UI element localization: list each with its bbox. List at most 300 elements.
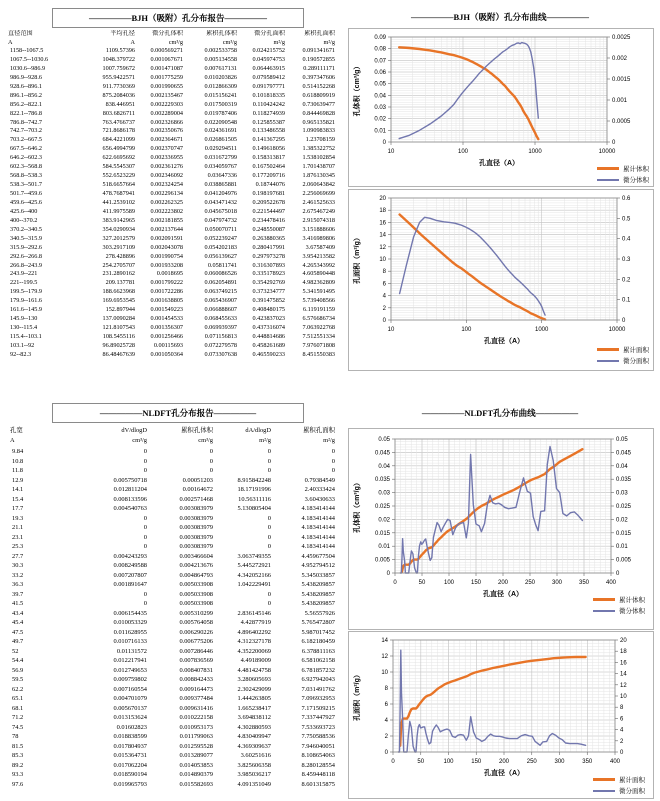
table-cell: 0 [267,524,271,531]
table-row [4,119,338,128]
svg-text:0.6: 0.6 [622,196,631,202]
table-cell: 27.7 [12,552,24,560]
table-cell: 0.017804937 [113,742,147,750]
table-cell: 0.234478416 [252,216,285,224]
table-cell: 17.7 [12,505,24,512]
table-cell: 0.198197681 [252,190,285,197]
table-cell: 0.458261689 [252,341,285,349]
table-cell: 896.1--856.2 [10,91,42,99]
table-cell: 0 [267,467,271,474]
svg-text:50: 50 [418,580,426,586]
table-cell: 0.031672799 [204,154,237,162]
svg-text:200: 200 [498,759,510,765]
table-row [6,751,338,761]
table-cell: 3.67587409 [305,243,335,251]
table-row [6,761,338,771]
table-cell: 8.915842248 [237,476,271,484]
svg-text:0.07: 0.07 [374,58,386,65]
table-cell: 161.6--145.9 [10,306,42,314]
column-unit: m²/g [273,38,285,46]
table-cell: 0.009759802 [113,676,147,683]
table-row [4,244,338,253]
table-row [4,342,338,351]
table-row [4,351,338,360]
table-cell: 0.354292769 [252,279,285,287]
table-cell: 0.002571468 [179,495,213,503]
table-cell: 10.56311116 [238,495,271,503]
table-cell: 10.8 [12,457,24,465]
table-cell: 0.00164672 [182,486,213,493]
table-cell: 0.001067671 [150,55,183,63]
table-row [4,83,338,92]
table-row [4,315,338,324]
table-cell: 0 [143,524,147,531]
table-row [6,495,338,505]
table-cell: 0.063749215 [204,288,237,296]
table-cell: 0 [331,448,335,455]
table-cell: 0.0018695 [156,270,183,278]
table-cell: 0.133486558 [252,127,285,135]
table-cell: 4.42877919 [240,619,271,626]
table-row [4,208,338,217]
table-cell: 4.183414144 [301,533,335,541]
table-cell: 441.2539102 [102,198,135,206]
svg-text:0: 0 [612,140,616,146]
svg-text:0.025: 0.025 [616,504,632,510]
table-cell: 584.5545307 [102,163,135,171]
table-cell: 0.091341671 [302,47,335,54]
table-cell: 0.052239247 [204,234,237,242]
table-cell: 0.002361276 [150,163,183,171]
table-cell: 856.2--822.1 [10,100,42,108]
table-cell: 8.459448118 [301,771,335,778]
svg-text:0.01: 0.01 [378,544,390,551]
table-cell: 0.054202183 [204,243,237,251]
svg-text:4: 4 [384,718,388,724]
table-cell: 0.018838599 [113,733,147,740]
table-cell: 4.183414144 [301,505,335,512]
table-row [4,333,338,342]
table-row [4,297,338,306]
table-cell: 568.8--538.3 [10,172,42,180]
table-cell: 0.002137644 [150,225,183,233]
table-cell: 145.9--130 [10,315,38,323]
table-cell: 0.125855387 [252,118,285,126]
table-cell: 0.005310299 [179,609,213,617]
table-cell: 4.183414144 [301,543,335,550]
table-row [6,476,338,486]
table-cell: 0.069939397 [204,324,237,332]
nldft-volume-chart [348,428,654,630]
svg-text:0.06: 0.06 [374,70,386,76]
table-cell: 684.4221099 [102,136,135,144]
table-cell: 0.043471432 [204,198,237,206]
table-cell: 52 [12,647,19,655]
table-row [4,324,338,333]
column-label: 孔宽 [10,427,23,434]
table-header-row [6,426,338,436]
svg-text:2: 2 [620,738,624,745]
svg-text:10: 10 [381,670,388,676]
table-cell: 45.4 [12,619,24,626]
table-cell: 0 [143,448,147,455]
table-cell: 838.446951 [105,100,135,108]
svg-text:0.005: 0.005 [374,557,390,564]
table-cell: 0.047974732 [204,216,237,224]
legend-line-swatch [593,610,615,612]
table-cell: 1.701438707 [302,163,335,171]
svg-text:12: 12 [379,244,386,251]
table-cell: 0.209522678 [252,198,285,206]
table-cell: 1067.5--1030.6 [10,55,49,63]
legend-label: 微分体积 [623,177,649,184]
svg-text:12: 12 [620,682,627,689]
svg-text:20: 20 [379,196,386,202]
table-cell: 0.448814686 [252,333,285,340]
table-cell: 5.438209857 [301,590,335,598]
table-cell: 0.072279578 [204,341,237,349]
table-cell: 0.002091591 [150,234,183,242]
nldft-curves-title: —————NLDFT孔分布曲线————— [421,408,579,418]
table-row [4,47,338,56]
table-cell: 0.003083979 [179,533,213,541]
svg-text:14: 14 [379,232,386,239]
table-cell: 0.056139627 [204,252,237,260]
table-cell: 266.8--243.9 [10,261,42,269]
table-cell: 327.2012579 [102,234,135,242]
table-row [6,590,338,600]
legend-line-swatch [593,778,615,781]
table-cell: 0.391475852 [252,297,285,305]
svg-text:0: 0 [384,750,388,756]
table-cell: 4.605890448 [302,270,335,278]
table-cell: 0.001454533 [150,315,183,323]
table-cell: 4.091351049 [237,780,271,788]
legend-entry [597,345,649,354]
table-cell: 7.096932953 [301,695,335,702]
table-cell: 0 [143,590,147,598]
table-cell: 0.004243293 [113,552,147,560]
table-cell: 0.073307638 [204,350,237,358]
table-cell: 0.079589412 [252,73,285,81]
table-cell: 0.006290226 [179,628,213,636]
svg-text:350: 350 [582,759,593,765]
table-cell: 0.045675018 [204,207,237,215]
table-cell: 2.40333424 [304,486,335,493]
legend-label: 累计体积 [623,166,649,173]
table-cell: 96.89025728 [102,341,135,349]
table-cell: 5.987017452 [301,628,335,636]
table-cell: 3.60430633 [304,495,335,503]
table-cell: 0.101818335 [252,91,285,99]
table-cell: 2.302429099 [237,685,271,693]
column-label: 累积孔体积 [181,427,213,434]
svg-text:0: 0 [382,318,386,324]
nldft-report-title-box [52,403,304,423]
table-cell: 3.954213582 [302,252,335,260]
column-unit: A [10,436,15,444]
table-cell: 3.985036217 [237,771,271,778]
table-cell: 0.071156813 [204,333,237,340]
table-cell: 33.2 [12,571,24,579]
table-cell: 0.002336955 [150,154,183,162]
table-cell: 501.7--459.6 [10,190,42,197]
table-cell: 0.009631416 [179,704,213,712]
table-cell: 0.065436907 [204,297,237,305]
table-cell: 1.665238417 [237,704,271,712]
table-cell: 383.9142965 [102,216,135,224]
table-row [6,466,338,476]
svg-text:150: 150 [470,580,482,586]
table-cell: 0.019965793 [113,780,147,788]
table-cell: 0.002533758 [204,47,237,54]
table-cell: 538.3--501.7 [10,181,42,189]
table-cell: 130--115.4 [10,324,38,332]
table-cell: 6.781857232 [301,666,335,674]
svg-text:0.08: 0.08 [374,46,386,53]
table-cell: 15.4 [12,495,24,503]
table-row [6,523,338,533]
table-cell: 0.005670137 [113,704,147,712]
table-cell: 9.84 [12,448,24,455]
table-cell: 3.694838112 [237,714,271,721]
svg-text:350: 350 [578,580,590,586]
table-cell: 1.23708159 [305,136,335,144]
table-row [6,647,338,657]
table-cell: 93.3 [12,771,24,778]
table-row [6,504,338,514]
svg-text:0.02: 0.02 [616,517,628,524]
table-cell: 0.008842433 [179,676,213,683]
x-axis-title: 孔直径（A） [483,338,525,345]
table-cell: 39.7 [12,590,24,598]
table-cell: 6.182180459 [301,638,335,645]
svg-text:0.035: 0.035 [616,477,632,484]
table-cell: 74.5 [12,723,24,731]
table-cell: 0.009164473 [179,685,213,693]
svg-text:0.0005: 0.0005 [612,119,631,125]
svg-text:20: 20 [620,638,627,644]
table-cell: 47.5 [12,628,24,636]
table-cell: 1030.6--986.9 [10,64,46,72]
y-axis-title: 孔面积（m²/g） [354,234,361,284]
svg-text:0: 0 [391,759,395,765]
svg-text:0.1: 0.1 [622,297,631,304]
svg-text:300: 300 [551,580,563,586]
table-cell: 0 [209,467,213,474]
svg-text:50: 50 [417,759,425,765]
svg-text:0.04: 0.04 [616,463,628,470]
table-cell: 315.9--292.6 [10,243,42,251]
table-cell: 742.7--703.2 [10,127,42,135]
table-row [6,742,338,752]
table-cell: 92--82.3 [10,350,32,358]
column-unit: cm³/g [132,436,147,444]
table-row [4,288,338,297]
table-cell: 0.01602823 [116,723,147,731]
svg-text:8: 8 [382,269,386,276]
column-label: 直径范围 [8,30,33,37]
table-row [6,485,338,495]
table-cell: 0 [331,457,335,465]
table-cell: 8.451550383 [302,350,335,358]
table-cell: 81.5 [12,742,24,750]
table-cell: 0.008133596 [113,495,147,503]
table-header-row [4,30,338,39]
table-cell: 0.965135821 [302,118,335,126]
table-cell: 6.378811163 [301,647,335,655]
svg-text:400: 400 [605,580,617,586]
table-cell: 3.416989806 [302,234,335,242]
table-row [6,704,338,714]
y-axis-title: 孔体积（cm³/g） [354,479,361,533]
table-cell: 0 [143,457,147,465]
svg-text:10: 10 [387,149,395,155]
table-cell: 0.280417991 [252,243,285,251]
table-cell: 7.512551334 [302,333,335,340]
x-axis-title: 孔直径（A） [478,160,520,167]
bjh-table [4,47,338,360]
column-label: 微分孔体积 [152,30,183,37]
table-cell: 0.002181855 [150,216,183,224]
svg-text:0.015: 0.015 [616,530,632,537]
x-axis-title: 孔直径（A） [482,591,524,598]
svg-text:100: 100 [443,759,454,765]
table-cell: 254.2705707 [102,261,135,269]
table-cell: 0.010953173 [179,723,213,731]
table-row [6,457,338,467]
table-row [4,56,338,65]
table-cell: 0.844469828 [302,109,335,117]
table-cell: 3.825606358 [237,761,271,769]
table-row [4,190,338,199]
table-cell: 7.063922768 [302,324,335,332]
table-row [4,65,338,74]
table-cell: 0.008407831 [179,666,213,674]
table-row [6,732,338,742]
table-cell: 0.001990655 [150,82,183,90]
table-cell: 7.976071808 [302,341,335,349]
svg-text:6: 6 [620,716,624,723]
nldft-area-chart [348,631,654,799]
chart-legend [593,775,645,795]
legend-label: 累计体积 [619,597,645,604]
table-cell: 0.002229303 [150,100,183,108]
svg-text:0.01: 0.01 [616,544,628,551]
column-label: dV/dlogD [121,427,147,434]
svg-text:250: 250 [526,759,537,765]
table-cell: 0.002135467 [150,91,183,99]
table-cell: 0.019787406 [204,109,237,117]
svg-text:8: 8 [620,705,624,712]
column-unit: cm³/g [198,436,213,444]
table-cell: 602.3--568.8 [10,163,42,171]
column-label: dA/dlogD [245,427,271,434]
table-cell: 115.4--103.1 [10,333,42,340]
table-row [6,599,338,609]
legend-label: 微分体积 [619,608,645,615]
table-cell: 0.017062204 [113,761,147,769]
table-cell: 5.739408566 [302,297,335,305]
column-unit: A [8,38,13,46]
table-cell: 21.1 [12,524,24,531]
legend-line-swatch [597,348,619,351]
table-cell: 0.004701079 [113,695,147,702]
table-cell: 12.9 [12,476,24,484]
bjh-volume-chart [348,28,654,187]
table-cell: 370.2--340.5 [10,225,42,233]
table-row [4,199,338,208]
table-row [6,618,338,628]
table-row [4,154,338,163]
table-cell: 0.091797771 [252,82,285,90]
svg-text:100: 100 [461,327,472,333]
table-cell: 5.56557926 [304,609,335,617]
column-label: 累积孔面积 [303,427,335,434]
table-cell: 667.5--646.2 [10,145,42,153]
table-row [4,279,338,288]
table-row [6,637,338,647]
table-cell: 0.003083979 [179,524,213,531]
svg-text:0.09: 0.09 [374,35,386,41]
table-cell: 0 [143,467,147,474]
table-cell: 0.038865881 [204,181,237,189]
svg-text:0.05: 0.05 [374,81,386,88]
svg-text:1000: 1000 [528,149,542,155]
table-cell: 7.031491762 [301,685,335,693]
table-cell: 0.011799063 [179,733,213,740]
column-unit: m²/g [323,436,335,444]
table-cell: 0.001799222 [150,279,183,287]
column-unit: A [130,38,135,46]
legend-label: 微分面积 [623,358,649,365]
table-cell: 0.00115693 [153,341,183,349]
table-cell: 6.581062158 [301,657,335,664]
svg-text:0.3: 0.3 [622,257,631,263]
column-unit: m²/g [259,436,271,444]
svg-text:10: 10 [620,694,627,700]
table-cell: 0.002364671 [150,136,183,144]
table-cell: 0.00051203 [182,476,213,484]
table-cell: 30.3 [12,562,24,569]
svg-text:0.015: 0.015 [374,530,390,537]
svg-text:250: 250 [524,580,536,586]
table-cell: 3.280605693 [237,676,271,683]
legend-line-swatch [597,179,619,181]
svg-text:0.025: 0.025 [374,504,390,510]
svg-text:6: 6 [382,281,386,288]
table-cell: 1.090983833 [302,127,335,135]
table-cell: 0.297973278 [252,252,285,260]
table-cell: 243.9--221 [10,270,38,278]
table-cell: 0 [143,514,147,522]
table-cell: 4.481424758 [237,666,271,674]
table-cell: 0.012217941 [113,657,147,664]
table-cell: 0.007160554 [113,685,147,693]
table-cell: 646.2--602.3 [10,154,42,162]
table-cell: 0.316307893 [252,261,285,269]
table-cell: 1158--1067.5 [10,47,44,54]
table-cell: 0.018590194 [113,771,147,778]
svg-text:6: 6 [384,702,388,708]
table-cell: 65.1 [12,695,24,702]
table-cell: 3.60251616 [240,752,271,759]
table-cell: 85.3 [12,752,24,759]
table-cell: 2.461525633 [302,198,335,206]
table-cell: 0 [267,600,271,607]
table-cell: 0.041204976 [204,190,237,197]
table-row [4,136,338,145]
